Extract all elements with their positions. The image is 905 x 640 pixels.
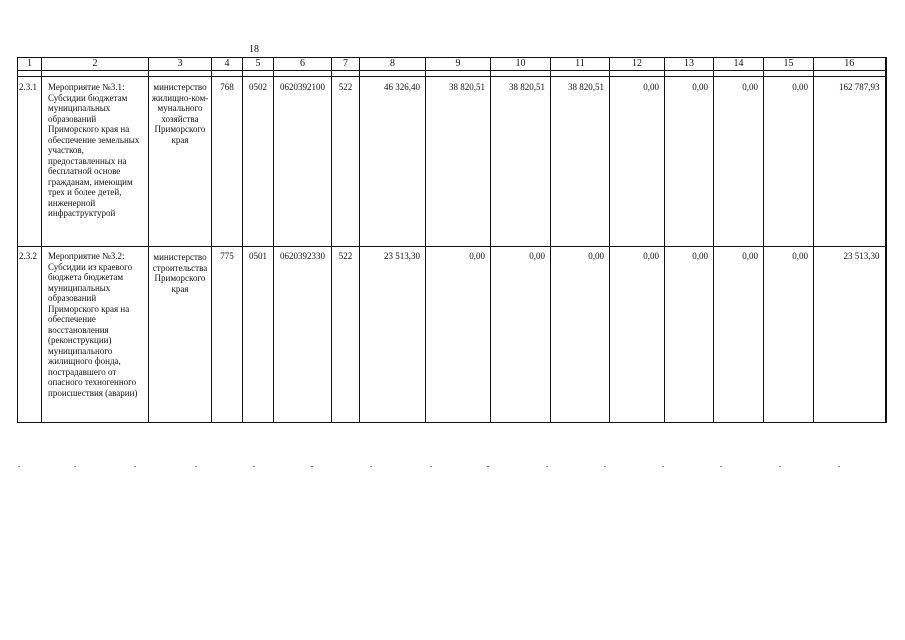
header-cell: 15 [764,58,814,71]
row-value-10: 0,00 [491,247,551,423]
row-value-9: 38 820,51 [426,77,491,247]
row-name: Мероприятие №3.1: Субсидии бюджетам муниципальных образований Приморского края на обеспечение земельных участков, предоставленных на бесплатной основе гражданам, имеющим трех и более детей, инженерной инфраструктурой [42,77,149,247]
row-rzpr: 0502 [243,77,274,247]
row-rzpr: 0501 [243,247,274,423]
header-cell: 11 [551,58,610,71]
row-code: 2.3.1 [18,77,42,247]
row-value-11: 0,00 [551,247,610,423]
row-csr: 0620392100 [274,77,332,247]
row-value-11: 38 820,51 [551,77,610,247]
table-row [18,247,886,423]
row-executor: министерство жилищно-ком-мунального хозяйства Приморского края [149,77,212,247]
header-cell: 5 [243,58,274,71]
row-value-13: 0,00 [665,247,714,423]
header-cell: 10 [491,58,551,71]
header-cell: 9 [426,58,491,71]
row-value-14: 0,00 [714,77,764,247]
row-grbs: 768 [212,77,243,247]
header-cell: 16 [814,58,886,71]
table-row [18,77,886,247]
header-cell: 7 [332,58,360,71]
row-value-15: 0,00 [764,247,814,423]
row-value-12: 0,00 [610,77,665,247]
row-csr: 0620392330 [274,247,332,423]
row-value-9: 0,00 [426,247,491,423]
header-cell: 13 [665,58,714,71]
row-grbs: 775 [212,247,243,423]
row-value-15: 0,00 [764,77,814,247]
row-total: 23 513,30 [814,247,886,423]
header-cell: 14 [714,58,764,71]
row-value-8: 46 326,40 [360,77,426,247]
row-code: 2.3.2 [18,247,42,423]
header-cell: 4 [212,58,243,71]
header-cell: 1 [18,58,42,71]
budget-table [17,57,887,423]
header-cell: 3 [149,58,212,71]
row-value-13: 0,00 [665,77,714,247]
row-value-14: 0,00 [714,247,764,423]
row-executor: министерство строительства Приморского края [149,247,212,423]
row-total: 162 787,93 [814,77,886,247]
page-number: 18 [249,44,259,55]
row-vr: 522 [332,247,360,423]
header-cell: 2 [42,58,149,71]
row-value-8: 23 513,30 [360,247,426,423]
header-cell: 12 [610,58,665,71]
row-value-12: 0,00 [610,247,665,423]
header-cell: 8 [360,58,426,71]
header-cell: 6 [274,58,332,71]
row-name: Мероприятие №3.2: Субсидии из краевого бюджета бюджетам муниципальных образований Приморского края на обеспечение восстановления (реконструкции) муниципального жилищного фонда, пострадавшего от опасного техногенного происшествия (аварии) [42,247,149,423]
row-vr: 522 [332,77,360,247]
header-row [18,58,886,71]
row-value-10: 38 820,51 [491,77,551,247]
